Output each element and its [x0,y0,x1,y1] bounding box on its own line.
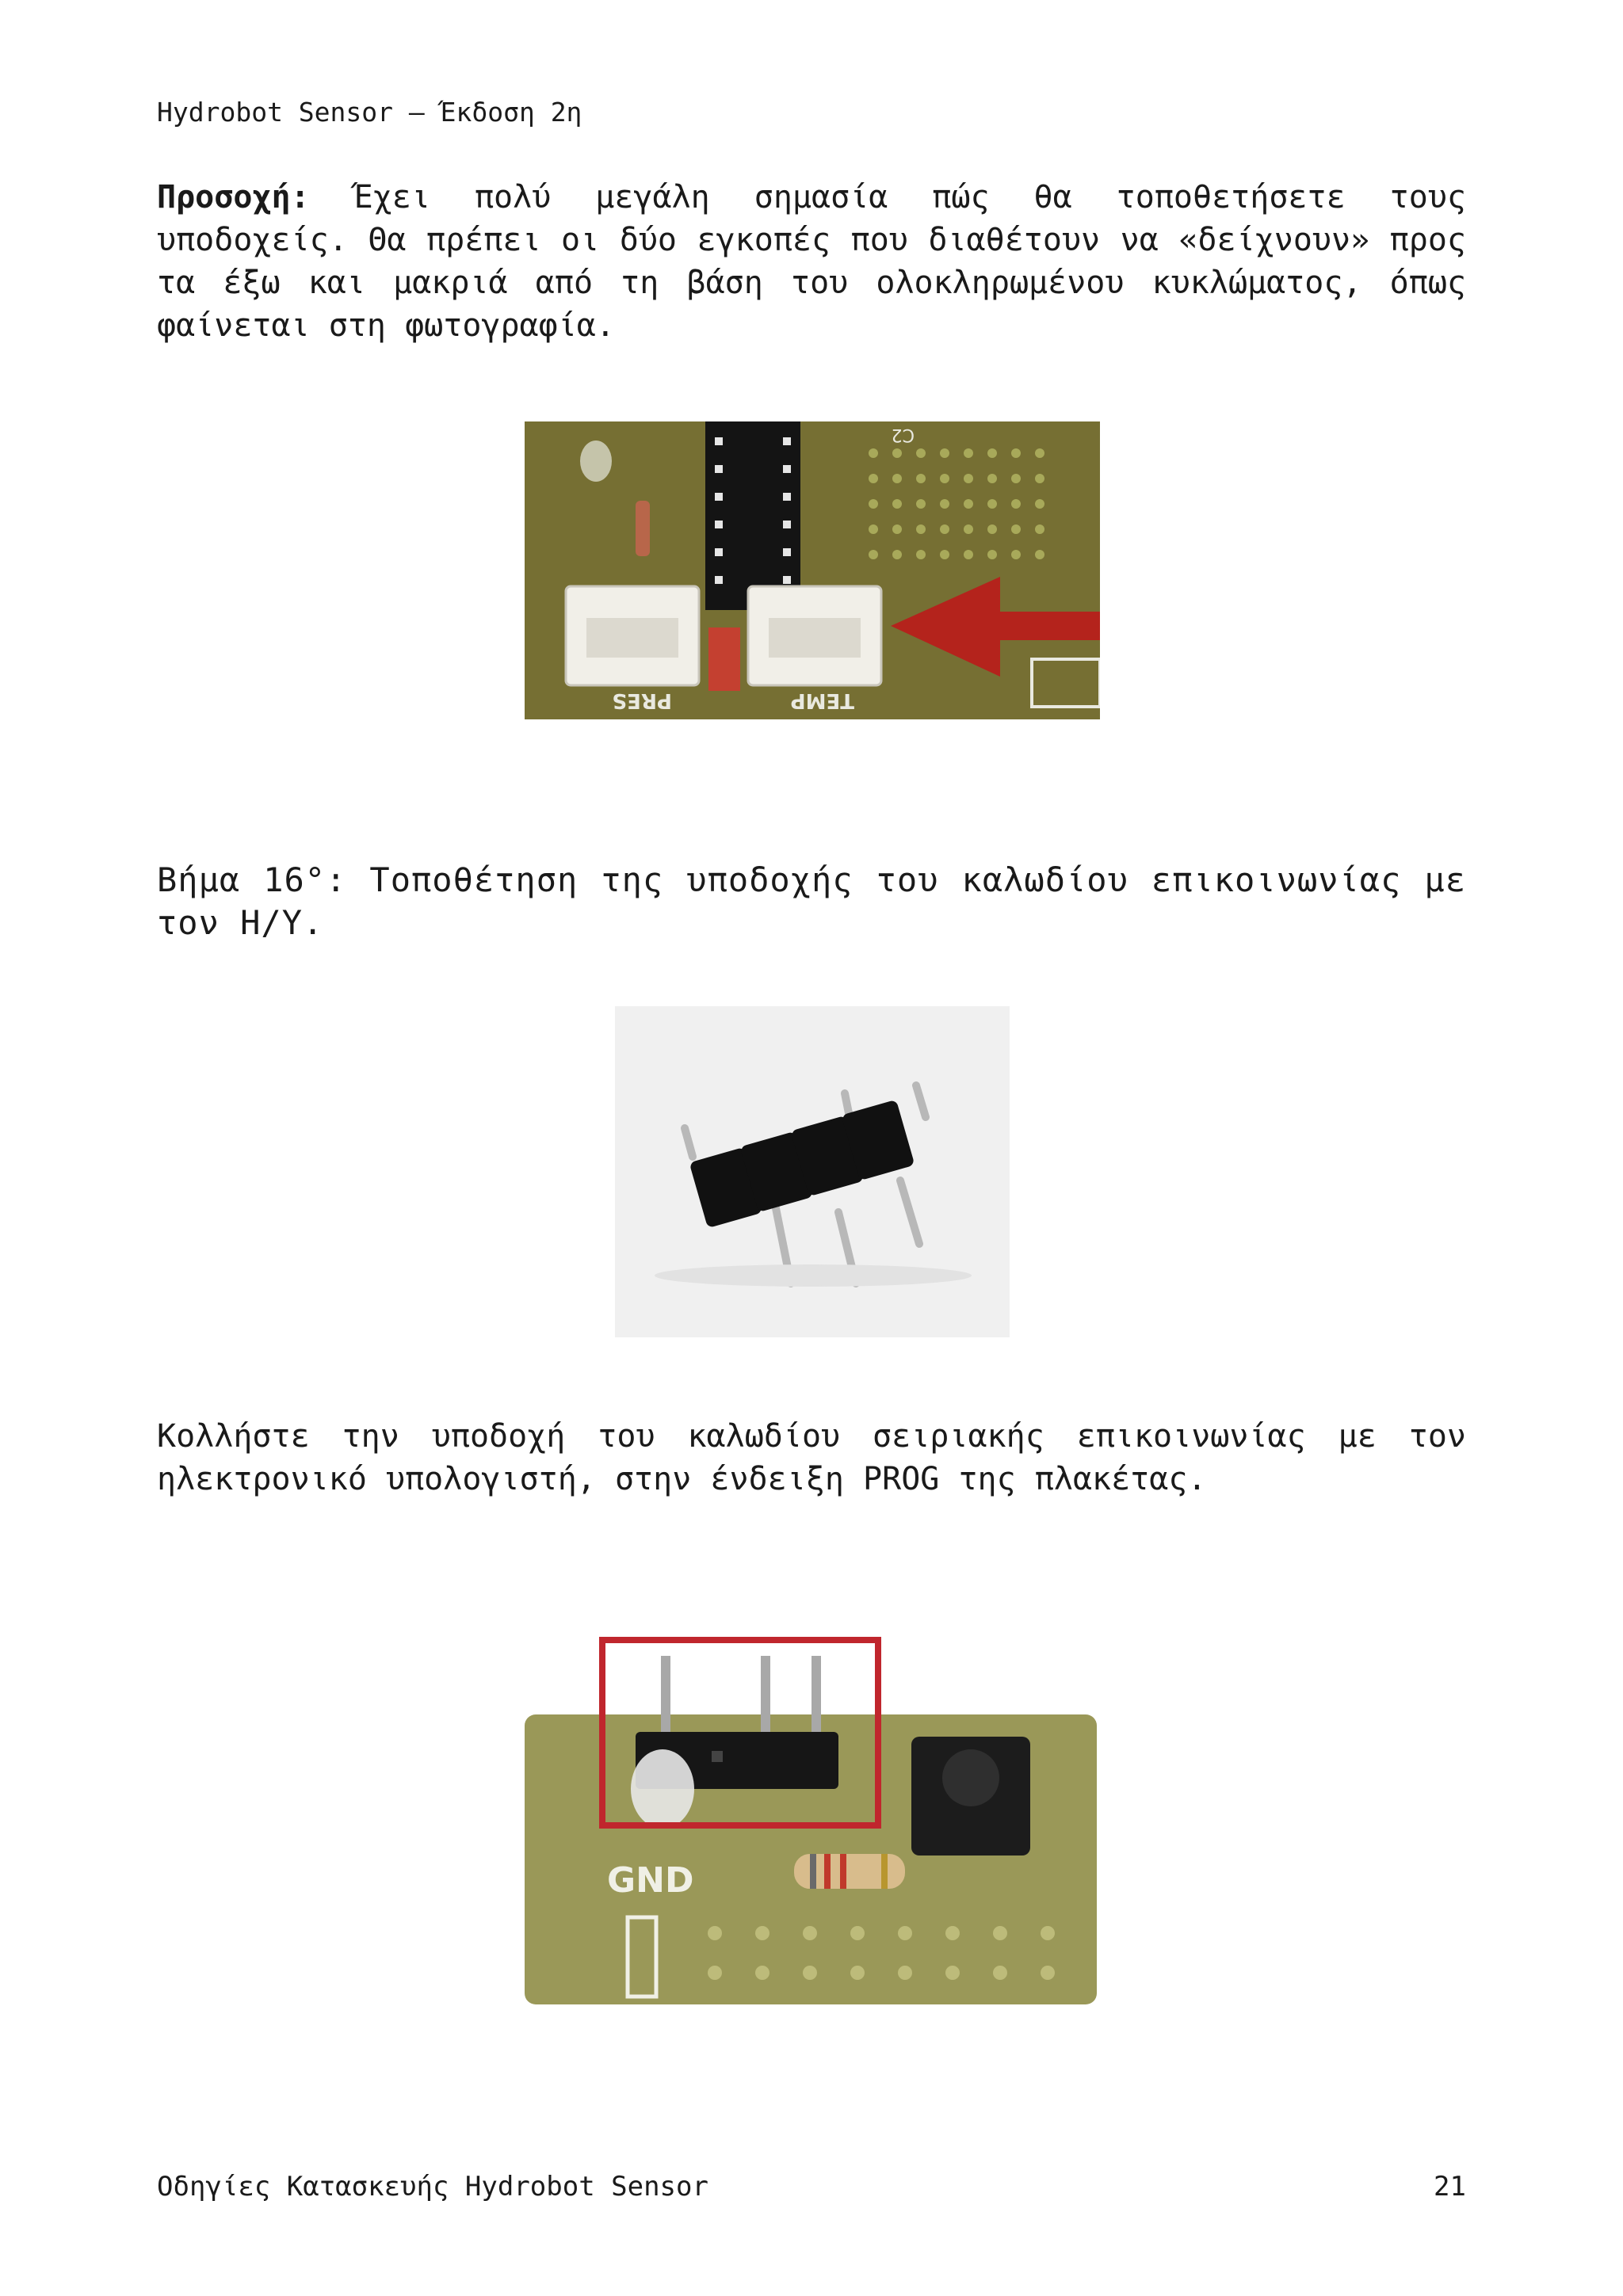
instruction-paragraph: Κολλήστε την υποδοχή του καλωδίου σειριακής επικοινωνίας με τον ηλεκτρονικό υπολογιστή, στην ένδειξη PROG της πλακέτας. [157,1418,1466,1497]
photo-pin-header [615,1006,1010,1337]
step-16-heading: Βήμα 16°: Τοποθέτηση της υποδοχής του καλωδίου επικοινωνίας με τον Η/Υ. [157,860,1466,942]
pres-label: PRES [612,688,672,712]
c2-label: C2 [891,425,915,444]
page-number: 21 [1434,2171,1466,2203]
photo-connectors-on-board [525,421,1100,719]
running-header: Hydrobot Sensor – Έκδοση 2η [157,97,582,128]
gnd-label: GND [607,1860,694,1901]
footer-title: Οδηγίες Κατασκευής Hydrobot Sensor [157,2171,708,2203]
photo-prog-header-on-board [525,1632,1097,2004]
temp-label: TEMP [790,688,854,712]
caution-text: Έχει πολύ μεγάλη σημασία πώς θα τοποθετήσετε τους υποδοχείς. Θα πρέπει οι δύο εγκοπές που διαθέτουν να «δείχνουν» προς τα έξω και μακριά από τη βάση του ολοκληρωμένου κυκλώματος, όπως φαίνεται στη φωτογραφία. [157,179,1466,344]
caution-label: Προσοχή: [157,179,310,215]
caution-paragraph [157,176,1466,347]
